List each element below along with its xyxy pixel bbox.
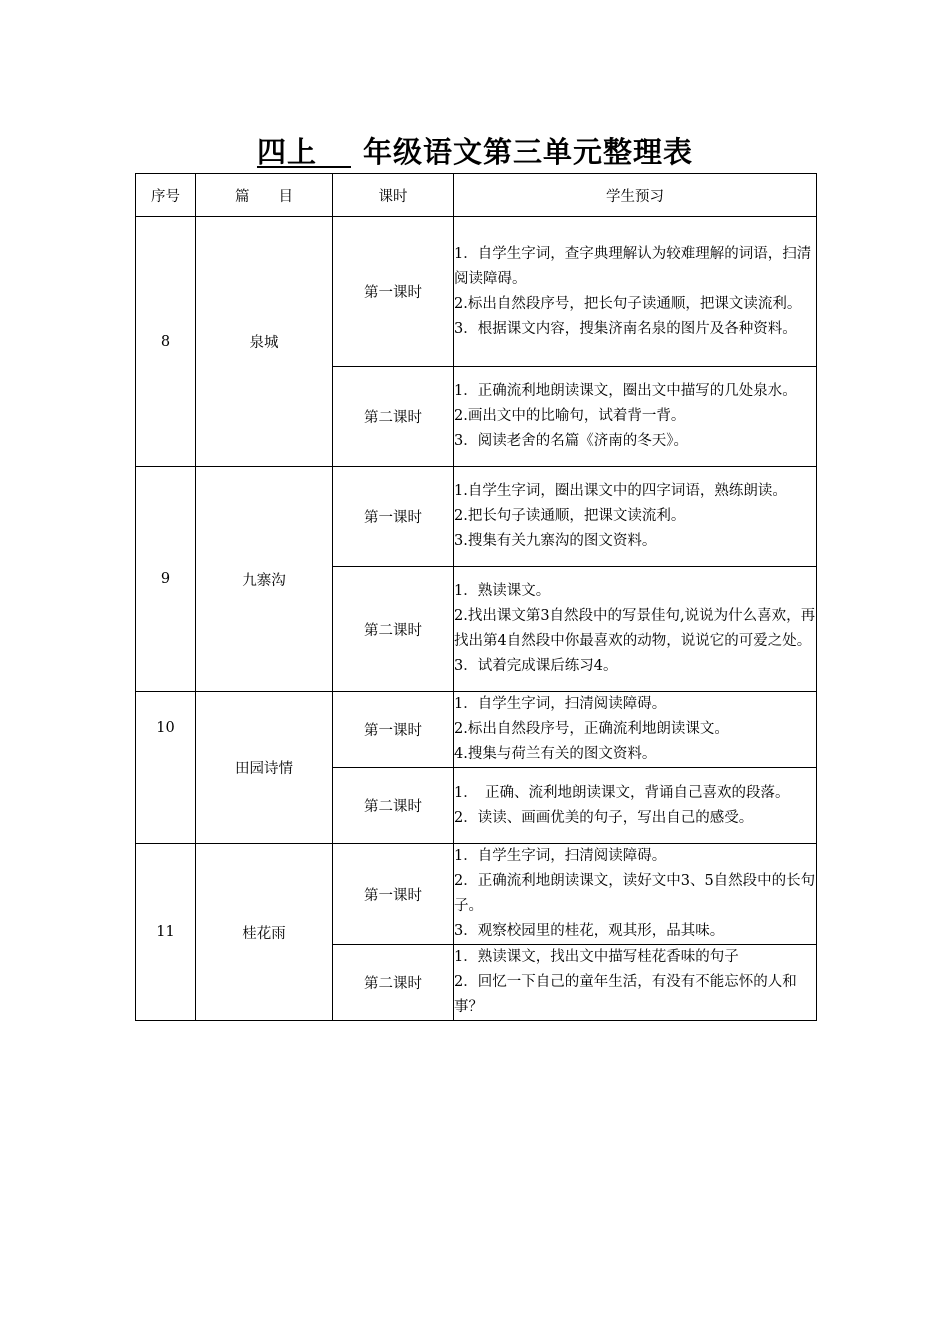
- header-no: 序号: [136, 174, 196, 217]
- lesson-title: 九寨沟: [196, 467, 333, 692]
- preview-cell: [454, 768, 817, 844]
- preview-cell: [454, 945, 817, 1021]
- preview-item: 3．阅读老舍的名篇《济南的冬天》。: [454, 433, 688, 449]
- preview-cell: [454, 467, 817, 567]
- preview-item: 2.标出自然段序号，把长句子读通顺，把课文读流利。: [454, 295, 802, 312]
- title-blank-line: [317, 165, 351, 168]
- title-grade: 四上: [256, 135, 317, 169]
- table-row: [136, 217, 817, 367]
- period-label: 第二课时: [333, 367, 454, 467]
- lesson-no: 8: [136, 217, 196, 467]
- table-row: [136, 467, 817, 567]
- preview-item: 2.把长句子读通顺，把课文读流利。: [454, 508, 686, 524]
- preview-item: 2.找出课文第3自然段中的写景佳句,说说为什么喜欢，再找出第4自然段中你最喜欢的动物，说说它的可爱之处。: [454, 608, 816, 649]
- period-label: 第一课时: [333, 844, 454, 945]
- preview-item: 1．自学生字词，查字典理解认为较难理解的词语，扫清阅读障碍。: [454, 245, 812, 287]
- header-lesson: 篇 目: [196, 174, 333, 217]
- header-period: 课时: [333, 174, 454, 217]
- period-label: 第二课时: [333, 945, 454, 1021]
- preview-item: 2．读读、画画优美的句子，写出自己的感受。: [454, 809, 754, 826]
- lesson-no: 10: [136, 692, 196, 844]
- unit-summary-table: [135, 173, 817, 1021]
- header-preview: 学生预习: [454, 174, 817, 217]
- preview-item: 1．自学生字词，扫清阅读障碍。: [454, 848, 667, 864]
- table-row: [136, 692, 817, 768]
- preview-item: 2.标出自然段序号，正确流利地朗读课文。: [454, 721, 729, 737]
- period-label: 第一课时: [333, 217, 454, 367]
- preview-cell: [454, 844, 817, 945]
- preview-item: 2.画出文中的比喻句，试着背一背。: [454, 408, 686, 424]
- preview-item: 3.搜集有关九寨沟的图文资料。: [454, 533, 657, 549]
- lesson-title: 桂花雨: [196, 844, 333, 1021]
- preview-item: 1．自学生字词，扫清阅读障碍。: [454, 696, 667, 712]
- preview-cell: [454, 367, 817, 467]
- header-row: [136, 174, 817, 217]
- preview-item: 1． 正确、流利地朗读课文，背诵自己喜欢的段落。: [454, 784, 790, 801]
- preview-item: 2．正确流利地朗读课文，读好文中3、5自然段中的长句子。: [454, 873, 816, 914]
- preview-item: 3．观察校园里的桂花，观其形，品其味。: [454, 923, 725, 939]
- lesson-title: 泉城: [196, 217, 333, 467]
- lesson-no: 11: [136, 844, 196, 1021]
- period-label: 第一课时: [333, 692, 454, 768]
- preview-item: 3．试着完成课后练习4。: [454, 658, 618, 674]
- page-title: [0, 130, 950, 171]
- preview-item: 1.自学生字词，圈出课文中的四字词语，熟练朗读。: [454, 483, 787, 499]
- period-label: 第一课时: [333, 467, 454, 567]
- title-text: 年级语文第三单元整理表: [363, 135, 694, 169]
- preview-item: 4.搜集与荷兰有关的图文资料。: [454, 746, 657, 762]
- preview-item: 3．根据课文内容，搜集济南名泉的图片及各种资料。: [454, 320, 797, 337]
- lesson-no: 9: [136, 467, 196, 692]
- preview-cell: [454, 217, 817, 367]
- preview-cell: [454, 692, 817, 768]
- table-row: [136, 844, 817, 945]
- preview-item: 2．回忆一下自己的童年生活，有没有不能忘怀的人和事？: [454, 974, 797, 1015]
- period-label: 第二课时: [333, 567, 454, 692]
- preview-item: 1．正确流利地朗读课文，圈出文中描写的几处泉水。: [454, 383, 797, 399]
- preview-item: 1．熟读课文，找出文中描写桂花香味的句子: [454, 949, 739, 965]
- preview-item: 1．熟读课文。: [454, 583, 551, 599]
- preview-cell: [454, 567, 817, 692]
- period-label: 第二课时: [333, 768, 454, 844]
- lesson-title: 田园诗情: [196, 692, 333, 844]
